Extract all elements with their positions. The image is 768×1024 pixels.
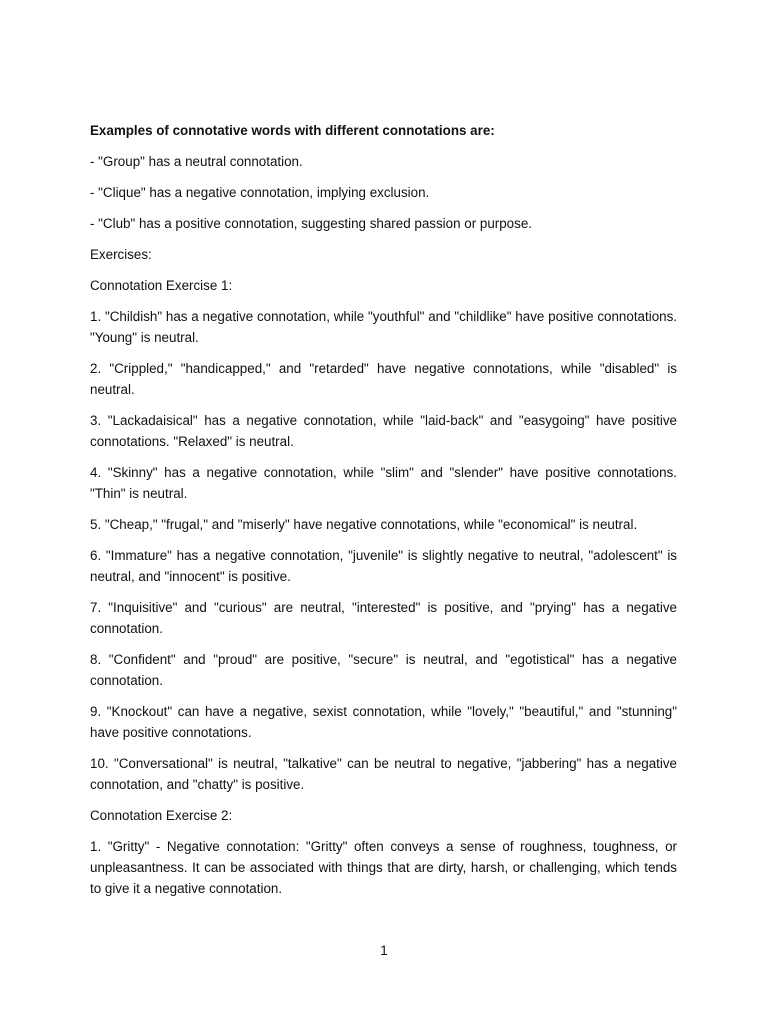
page-number: 1: [380, 943, 388, 958]
exercise-1-item-9: 9. "Knockout" can have a negative, sexist connotation, while "lovely," "beautiful," and "stunning" have positive connotations.: [90, 704, 677, 740]
exercise-1-item-3: 3. "Lackadaisical" has a negative connotation, while "laid-back" and "easygoing" have positive connotations. "Relaxed" is neutral.: [90, 413, 677, 449]
exercise-1-item-1: 1. "Childish" has a negative connotation, while "youthful" and "childlike" have positive connotations. "Young" is neutral.: [90, 309, 677, 345]
exercise-2-item-1: 1. "Gritty" - Negative connotation: "Gritty" often conveys a sense of roughness, toughness, or unpleasantness. It can be associated with things that are dirty, harsh, or challenging, which tends to give it a negative connotation.: [90, 839, 677, 896]
exercise-1-item-4: 4. "Skinny" has a negative connotation, while "slim" and "slender" have positive connotations. "Thin" is neutral.: [90, 465, 677, 501]
exercise-1-item-6: 6. "Immature" has a negative connotation, "juvenile" is slightly negative to neutral, "adolescent" is neutral, and "innocent" is positive.: [90, 548, 677, 584]
example-group: - "Group" has a neutral connotation.: [90, 154, 303, 169]
exercise-1-item-7: 7. "Inquisitive" and "curious" are neutral, "interested" is positive, and "prying" has a negative connotation.: [90, 600, 677, 636]
example-club: - "Club" has a positive connotation, suggesting shared passion or purpose.: [90, 216, 532, 231]
exercise-1-item-8: 8. "Confident" and "proud" are positive, "secure" is neutral, and "egotistical" has a negative connotation.: [90, 652, 677, 688]
exercise-1-title: Connotation Exercise 1:: [90, 278, 233, 293]
exercise-1-item-2: 2. "Crippled," "handicapped," and "retarded" have negative connotations, while "disabled" is neutral.: [90, 361, 677, 397]
exercise-2-title: Connotation Exercise 2:: [90, 808, 233, 823]
example-clique: - "Clique" has a negative connotation, implying exclusion.: [90, 185, 430, 200]
exercise-1-item-5: 5. "Cheap," "frugal," and "miserly" have negative connotations, while "economical" is neutral.: [90, 517, 638, 532]
document-body: [90, 120, 677, 909]
section-heading: Examples of connotative words with different connotations are:: [90, 123, 495, 138]
exercise-1-item-10: 10. "Conversational" is neutral, "talkative" can be neutral to negative, "jabbering" has a negative connotation, and "chatty" is positive.: [90, 756, 677, 792]
exercises-label: Exercises:: [90, 247, 152, 262]
